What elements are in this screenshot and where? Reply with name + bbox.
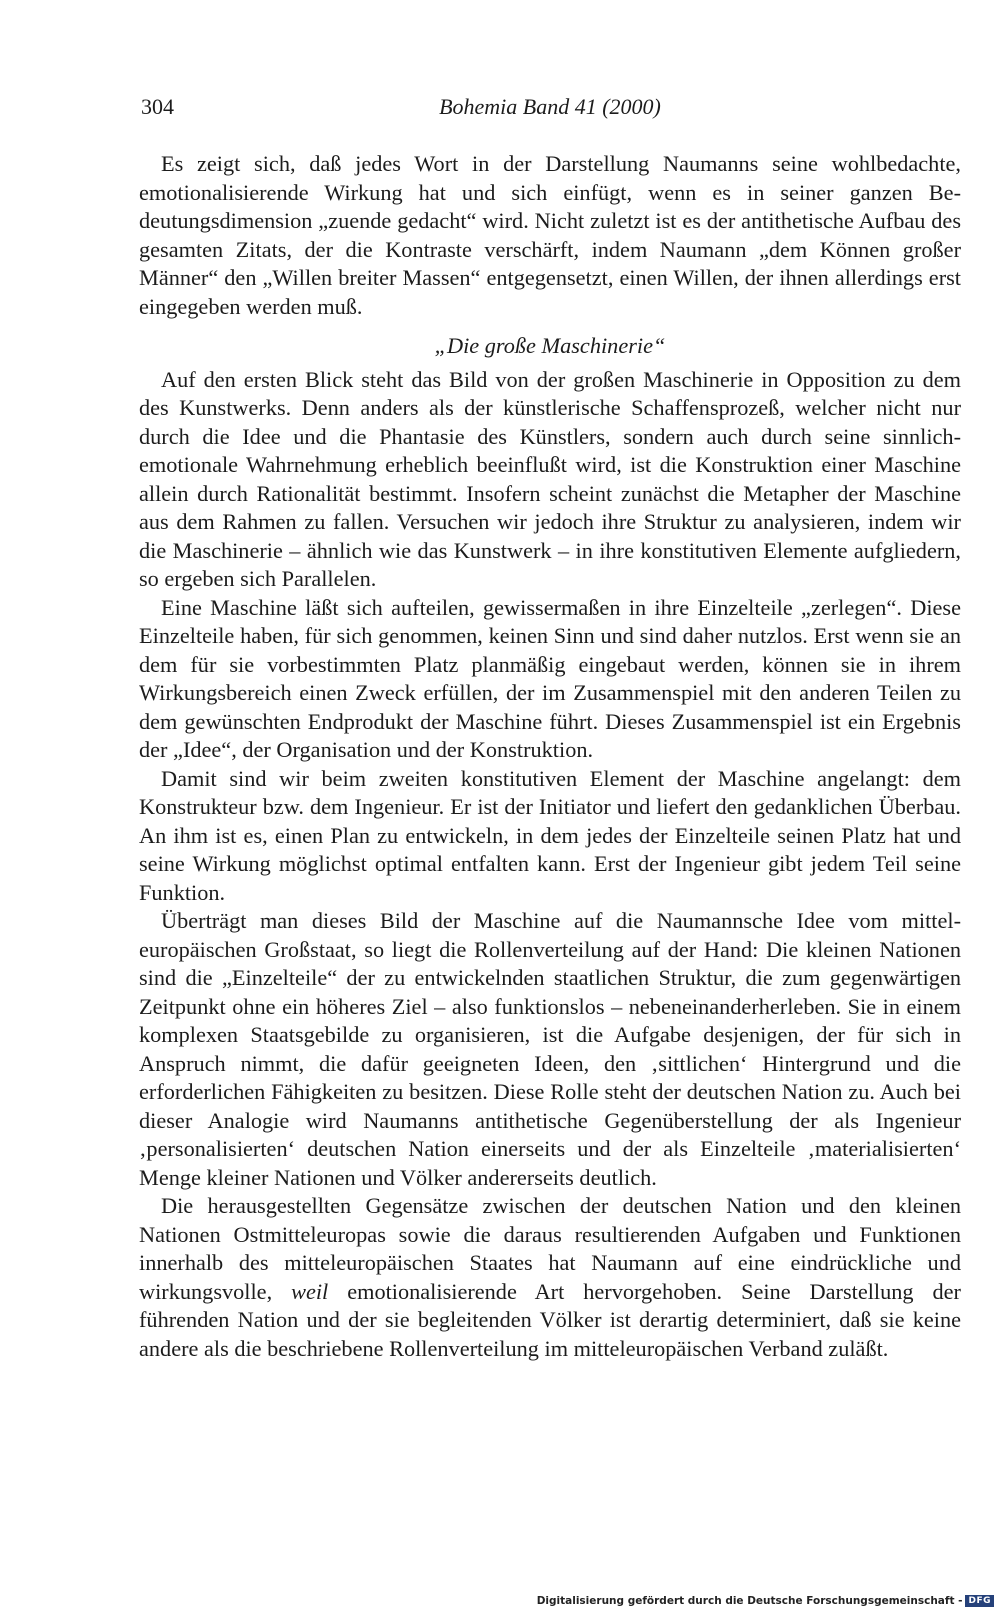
paragraph: Überträgt man dieses Bild der Maschine auf die Naumannsche Idee vom mitteleuropäischen Großstaat, so liegt die Rollenverteilung auf der Hand: Die kleinen Nationen sind die „Einzelteile“ der zu entwickelnden staatlichen Struktur, die zum gegenwärtigen Zeitpunkt ohne ein höheres Ziel – also funktionslos – nebeneinanderherleben. Sie in einem komplexen Staatsgebilde zu organisieren, ist die Aufgabe desjenigen, der für sich in Anspruch nimmt, die dafür geeigneten Ideen, den ‚sittlichen‘ Hintergrund und die erforderlichen Fähigkeiten zu besitzen. Diese Rolle steht der deutschen Nation zu. Auch bei dieser Analogie wird Naumanns antithetische Gegenüberstellung der als Ingenieur ‚personalisierten‘ deutschen Nation einerseits und der als Einzelteile ‚materialisierten‘ Menge kleiner Nationen und Völker andererseits deutlich.	[139, 908, 961, 1190]
paragraph: Eine Maschine läßt sich aufteilen, gewissermaßen in ihre Einzelteile „zerlegen“. Diese Einzelteile haben, für sich genommen, keinen Sinn und sind daher nutzlos. Erst wenn sie an dem für sie vorbestimmten Platz planmäßig eingebaut werden, können sie in ihrem Wirkungsbereich einen Zweck erfüllen, der im Zusammenspiel mit den anderen Teilen zu dem gewünschten Endprodukt der Maschine führt. Dieses Zusammenspiel ist ein Ergebnis der „Idee“, der Organisation und der Konstruktion.	[139, 594, 961, 762]
running-title: Bohemia Band 41 (2000)	[439, 94, 661, 119]
article-body	[139, 150, 961, 1363]
emphasis-text: weil	[291, 1278, 329, 1304]
paragraph: Auf den ersten Blick steht das Bild von der großen Maschinerie in Opposition zu dem des Kunstwerks. Denn anders als der künstlerische Schaffensprozeß, welcher nicht nur durch die Idee und die Phantasie des Künstlers, sondern auch durch seine sinnlich-emotionale Wahrnehmung erheblich beeinflußt wird, ist die Konstruktion einer Maschine allein durch Rationalität bestimmt. Insofern scheint zunächst die Metapher der Maschine aus dem Rahmen zu fallen. Versuchen wir jedoch ihre Struktur zu analysieren, indem wir die Maschinerie – ähnlich wie das Kunstwerk – in ihre konstitutiven Elemente aufgliedern, so ergeben sich Parallelen.	[139, 366, 961, 591]
page-number: 304	[141, 94, 174, 119]
paragraph	[139, 1192, 961, 1363]
footer-text: Digitalisierung gefördert durch die Deutsche Forschungsgemeinschaft -	[536, 1595, 963, 1607]
dfg-logo: DFG	[965, 1595, 994, 1607]
paragraph: Es zeigt sich, daß jedes Wort in der Darstellung Naumanns seine wohlbedachte, emotionalisierende Wirkung hat und sich einfügt, wenn es in seiner ganzen Bedeutungsdimension „zuende gedacht“ wird. Nicht zuletzt ist es der antithetische Aufbau des gesamten Zitats, der die Kontraste verschärft, indem Naumann „dem Können großer Männer“ den „Willen breiter Massen“ entgegensetzt, einen Willen, der ihnen allerdings erst eingegeben werden muß.	[139, 151, 961, 319]
section-heading: „Die große Maschinerie“	[434, 333, 666, 358]
paragraph: Damit sind wir beim zweiten konstitutiven Element der Maschine angelangt: dem Konstrukteur bzw. dem Ingenieur. Er ist der Initiator und liefert den gedanklichen Überbau. An ihm ist es, einen Plan zu entwickeln, in dem jedes der Einzelteile seinen Platz hat und seine Wirkung möglichst optimal entfalten kann. Erst der Ingenieur gibt jedem Teil seine Funktion.	[139, 765, 961, 905]
paragraph-text: Die herausgestellten Gegensätze zwischen der deutschen Nation und den kleinen Nationen Ostmitteleuropas sowie die daraus resultierenden Aufgaben und Funktionen innerhalb des mitteleuropäischen Staates hat Naumann auf eine eindrückliche und wirkungsvolle,	[139, 1193, 961, 1304]
paragraph-text: emotionalisierende Art hervorgehoben. Seine Darstellung der führenden Nation und der sie begleitenden Völker ist derartig determiniert, daß sie keine andere als die beschriebene Rollenverteilung im mitteleuropäischen Verband zuläßt.	[139, 1278, 961, 1361]
digitization-footer	[537, 1595, 994, 1607]
